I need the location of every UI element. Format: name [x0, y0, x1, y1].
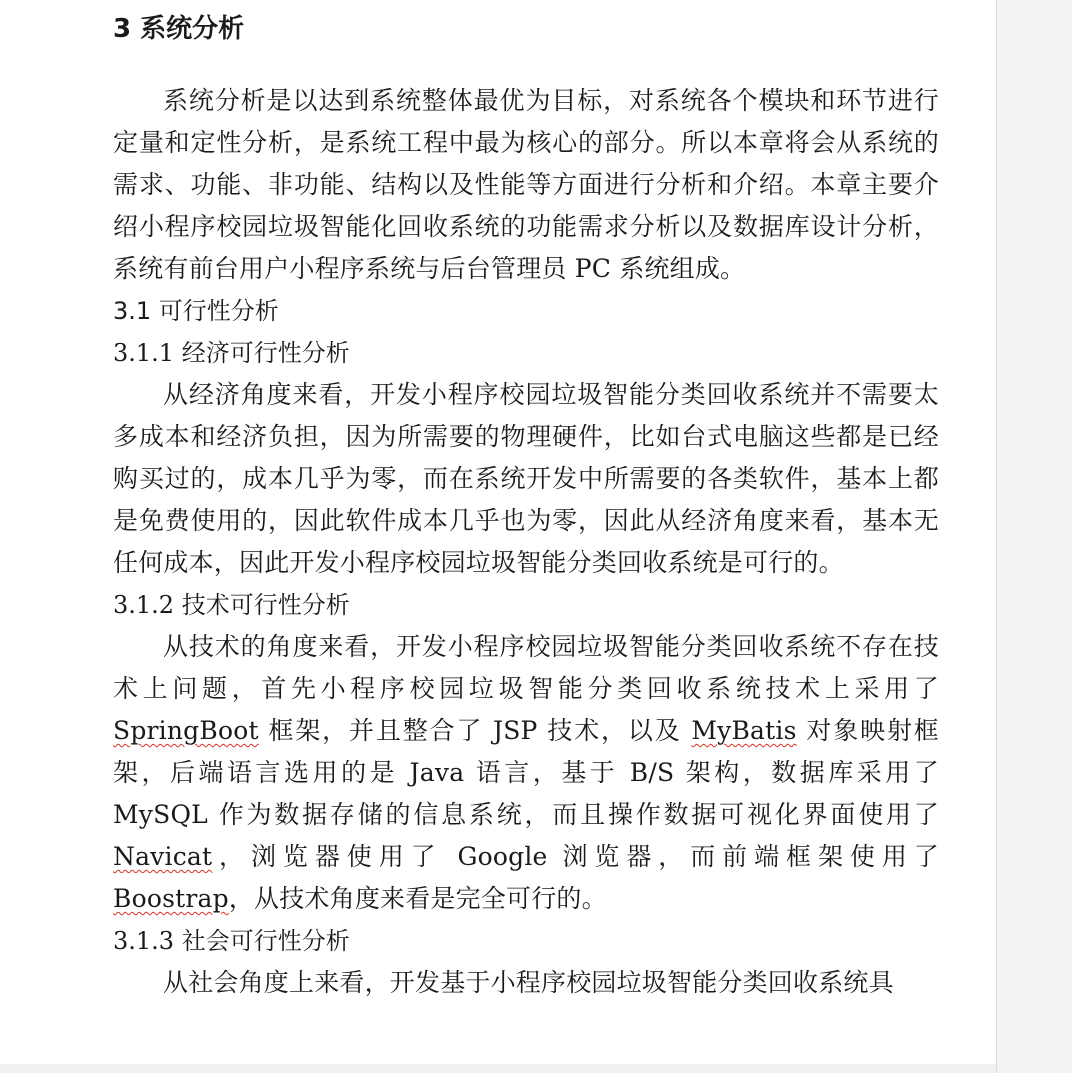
document-content — [113, 8, 939, 1004]
spellcheck-word-boostrap[interactable]: Boostrap — [113, 884, 229, 913]
spellcheck-word-springboot[interactable]: SpringBoot — [113, 716, 259, 745]
tech-text-part-1: 从技术的角度来看，开发小程序校园垃圾智能分类回收系统不存在技术上问题，首先小程序校园垃圾智能分类回收系统技术上采用了 — [113, 632, 939, 703]
technical-feasibility-paragraph — [113, 626, 939, 920]
section-3-1-1-heading: 3.1.1 经济可行性分析 — [113, 339, 350, 367]
editor-background-margin — [996, 0, 1072, 1073]
intro-paragraph: 系统分析是以达到系统整体最优为目标，对系统各个模块和环节进行定量和定性分析，是系统工程中最为核心的部分。所以本章将会从系统的需求、功能、非功能、结构以及性能等方面进行分析和介绍。本章主要介绍小程序校园垃圾智能化回收系统的功能需求分析以及数据库设计分析，系统有前台用户小程序系统与后台管理员 PC 系统组成。 — [113, 86, 939, 283]
spellcheck-word-navicat[interactable]: Navicat — [113, 842, 213, 871]
chapter-heading: 3 系统分析 — [113, 14, 245, 44]
tech-text-part-4: ，浏览器使用了 Google 浏览器，而前端框架使用了 — [212, 842, 939, 871]
section-3-1-3-heading: 3.1.3 社会可行性分析 — [113, 927, 350, 955]
section-3-1-heading: 3.1 可行性分析 — [113, 297, 279, 325]
spellcheck-word-mybatis[interactable]: MyBatis — [691, 716, 797, 745]
tech-text-part-2: 框架，并且整合了 JSP 技术，以及 — [258, 716, 692, 745]
social-feasibility-paragraph: 从社会角度上来看，开发基于小程序校园垃圾智能分类回收系统具 — [163, 968, 894, 997]
tech-text-part-5: ，从技术角度来看是完全可行的。 — [228, 884, 607, 913]
page-bottom-edge — [0, 1064, 996, 1073]
section-3-1-2-heading: 3.1.2 技术可行性分析 — [113, 591, 350, 619]
economic-feasibility-paragraph: 从经济角度来看，开发小程序校园垃圾智能分类回收系统并不需要太多成本和经济负担，因为所需要的物理硬件，比如台式电脑这些都是已经购买过的，成本几乎为零，而在系统开发中所需要的各类软件，基本上都是免费使用的，因此软件成本几乎也为零，因此从经济角度来看，基本无任何成本，因此开发小程序校园垃圾智能分类回收系统是可行的。 — [113, 380, 939, 577]
tech-text-part-3: 对象映射框架，后端语言选用的是 Java 语言，基于 B/S 架构，数据库采用了 MySQL 作为数据存储的信息系统，而且操作数据可视化界面使用了 — [113, 716, 939, 829]
